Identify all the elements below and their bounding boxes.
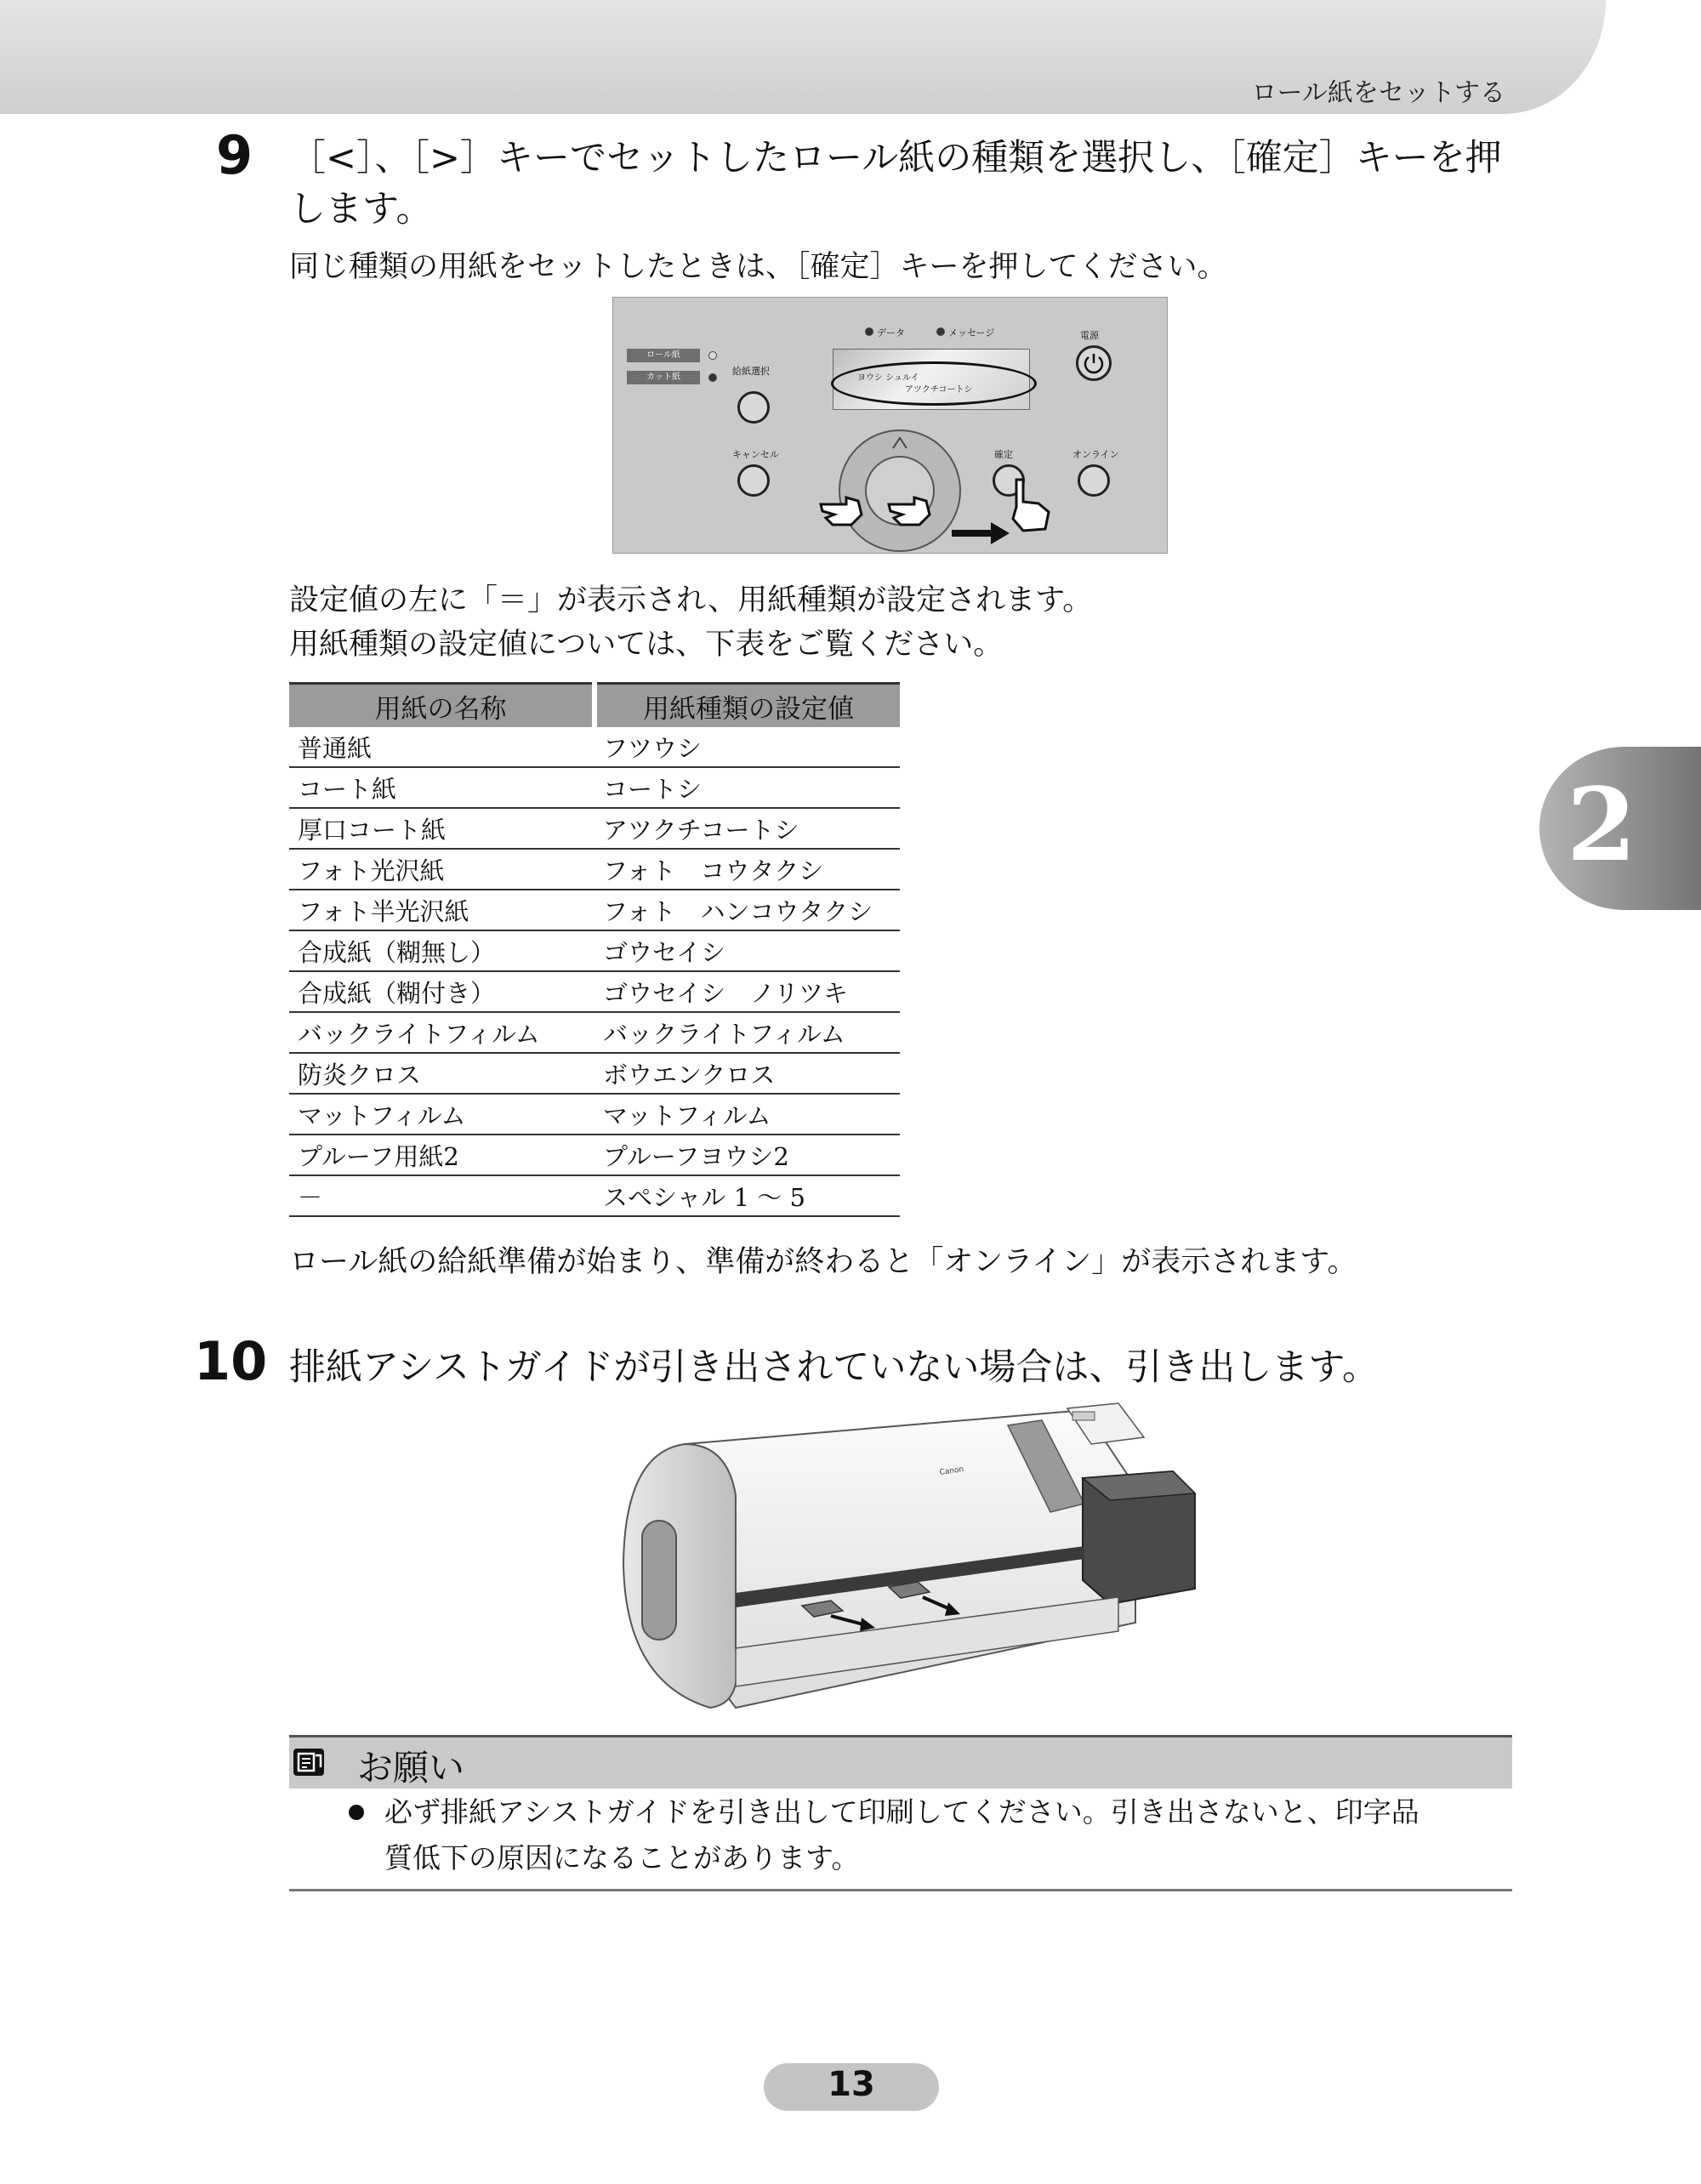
table-row [289, 1175, 900, 1216]
right-key-pointer-hand-icon [885, 481, 936, 532]
data-led-icon [865, 327, 873, 336]
note-icon [293, 1749, 324, 1776]
lcd-line1: ヨウシ シュルイ [857, 373, 919, 383]
cancel-button[interactable] [737, 464, 770, 497]
table-header-setting-value: 用紙種類の設定値 [594, 684, 900, 728]
printer-brand-label: Canon [939, 1465, 964, 1477]
note-title: お願い [357, 1747, 465, 1789]
paper-name-cell: 普通紙 [289, 727, 594, 767]
feed-select-label: 給紙選択 [732, 366, 770, 377]
step-9-heading-line2: します。 [289, 188, 433, 230]
roll-paper-label: ロール紙 [627, 349, 700, 362]
control-panel-figure [612, 297, 1168, 554]
online-label: オンライン [1072, 449, 1119, 460]
power-button[interactable] [1076, 345, 1112, 381]
setting-value-cell: ゴウセイシ [594, 930, 900, 971]
step-9-end-text: ロール紙の給紙準備が始まり、準備が終わると「オンライン」が表示されます。 [289, 1245, 1357, 1279]
step-9-note: 同じ種類の用紙をセットしたときは、［確定］キーを押してください。 [289, 250, 1227, 284]
ok-pointer-hand-icon [1004, 476, 1055, 536]
header-title: ロール紙をセットする [1251, 78, 1505, 108]
step-10-number: 10 [194, 1330, 268, 1392]
paper-name-cell: コート紙 [289, 767, 594, 808]
table-row [289, 849, 900, 890]
paper-name-cell: 防炎クロス [289, 1053, 594, 1094]
setting-value-cell: フォト ハンコウタクシ [594, 890, 900, 930]
lcd-line2: アツクチコートシ [905, 385, 973, 395]
step-9-after-line1: 設定値の左に「＝」が表示され、用紙種類が設定されます。 [289, 583, 1093, 617]
step-9-heading [289, 133, 1502, 235]
step-10-heading: 排紙アシストガイドが引き出されていない場合は、引き出します。 [289, 1346, 1379, 1389]
paper-name-cell: 合成紙（糊無し） [289, 930, 594, 971]
data-led-label: データ [877, 327, 905, 338]
online-button[interactable] [1078, 464, 1110, 497]
paper-type-table [289, 682, 900, 1217]
table-row [289, 1012, 900, 1053]
paper-name-cell: － [289, 1175, 594, 1216]
printer-illustration [608, 1393, 1203, 1716]
setting-value-cell: ゴウセイシ ノリツキ [594, 971, 900, 1012]
setting-value-cell: マットフィルム [594, 1094, 900, 1135]
setting-value-cell: プルーフヨウシ2 [594, 1135, 900, 1175]
message-led-label: メッセージ [948, 327, 995, 338]
note-text [384, 1789, 1516, 1881]
paper-name-cell: プルーフ用紙2 [289, 1135, 594, 1175]
setting-value-cell: スペシャル 1 ～ 5 [594, 1175, 900, 1216]
note-bottom-rule [289, 1889, 1512, 1891]
message-led-icon [936, 327, 945, 336]
power-icon [1078, 348, 1109, 378]
feed-select-button[interactable] [737, 391, 770, 424]
step-9-after-line2: 用紙種類の設定値については、下表をご覧ください。 [289, 628, 1004, 662]
table-row [289, 1053, 900, 1094]
setting-value-cell: フツウシ [594, 727, 900, 767]
chapter-number: 2 [1567, 765, 1637, 884]
paper-name-cell: バックライトフィルム [289, 1012, 594, 1053]
roll-led-icon [708, 351, 717, 360]
table-row [289, 971, 900, 1012]
page-number: 13 [828, 2065, 875, 2104]
paper-name-cell: 合成紙（糊付き） [289, 971, 594, 1012]
table-row [289, 767, 900, 808]
table-row [289, 1094, 900, 1135]
ok-label: 確定 [994, 449, 1013, 460]
table-header-row [289, 684, 900, 728]
direction-arrow-icon [952, 520, 1011, 546]
note-text-line1: 必ず排紙アシストガイドを引き出して印刷してください。引き出さないと、印字品 [384, 1795, 1419, 1829]
note-text-line2: 質低下の原因になることがあります。 [384, 1841, 860, 1874]
setting-value-cell: ボウエンクロス [594, 1053, 900, 1094]
table-row [289, 890, 900, 930]
paper-name-cell: マットフィルム [289, 1094, 594, 1135]
setting-value-cell: アツクチコートシ [594, 808, 900, 849]
table-row [289, 1135, 900, 1175]
paper-name-cell: 厚口コート紙 [289, 808, 594, 849]
table-header-paper-name: 用紙の名称 [289, 684, 594, 728]
lcd-highlight-ring [831, 361, 1037, 406]
cut-paper-label: カット紙 [627, 371, 700, 384]
power-label: 電源 [1080, 330, 1099, 341]
step-9-number: 9 [216, 124, 253, 186]
table-row [289, 727, 900, 767]
setting-value-cell: バックライトフィルム [594, 1012, 900, 1053]
memo-icon [293, 1749, 324, 1776]
left-key-pointer-hand-icon [817, 481, 868, 532]
note-header-bar [289, 1735, 1512, 1789]
cut-led-icon [708, 373, 717, 382]
paper-name-cell: フォト半光沢紙 [289, 890, 594, 930]
setting-value-cell: フォト コウタクシ [594, 849, 900, 890]
setting-value-cell: コートシ [594, 767, 900, 808]
bullet-icon [349, 1805, 364, 1820]
cancel-label: キャンセル [732, 449, 779, 460]
table-row [289, 808, 900, 849]
table-row [289, 930, 900, 971]
step-9-heading-line1: ［<］、［>］キーでセットしたロール紙の種類を選択し、［確定］キーを押 [289, 137, 1502, 179]
paper-name-cell: フォト光沢紙 [289, 849, 594, 890]
